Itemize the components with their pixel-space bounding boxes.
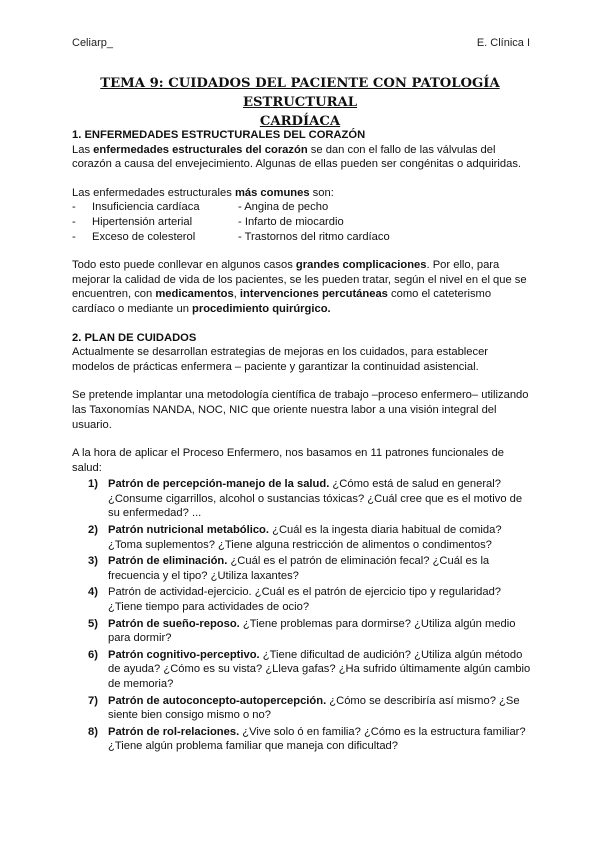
- pattern-text: ¿Cómo se describiría así mismo? ¿Se siente bien consigo mismo o no?: [108, 694, 520, 722]
- list-number: 4): [88, 586, 98, 599]
- bold-run: grandes complicaciones: [295, 259, 427, 272]
- pattern-name: Patrón de autoconcepto-autopercepción.: [108, 694, 327, 707]
- section-1-paragraph-2: [72, 186, 532, 201]
- pattern-name: Patrón de rol-relaciones.: [108, 725, 240, 738]
- text-run: Las: [72, 143, 94, 156]
- bold-run: medicamentos: [155, 288, 234, 301]
- pattern-text: ¿Cuál es la ingesta diaria habitual de comida? ¿Toma suplementos? ¿Tiene alguna restricción de alimentos o condimentos?: [108, 524, 502, 551]
- list-item: [72, 554, 532, 583]
- page-title: [60, 74, 540, 131]
- list-dash: -: [72, 215, 76, 228]
- text-run: Todo esto puede conllevar en algunos casos: [72, 259, 296, 272]
- list-item: [72, 523, 532, 552]
- list-number: 7): [88, 694, 98, 707]
- text-run: ,: [233, 288, 240, 301]
- list-item-left: Hipertensión arterial: [92, 215, 193, 228]
- list-number: 2): [88, 524, 98, 537]
- list-item: [72, 648, 532, 692]
- bold-run: enfermedades estructurales del corazón: [93, 143, 308, 156]
- list-number: 8): [88, 725, 98, 738]
- bold-run: procedimiento quirúrgico.: [192, 302, 331, 315]
- text-run: se dan con el fallo de las válvulas del corazón a causa del envejecimiento. Algunas de ellas pueden ser congénitas o adquiridas.: [72, 143, 522, 171]
- text-run: . Por ello, para mejorar la calidad de vida de los pacientes, se les pueden tratar, según el nivel en el que se encuentren, con: [72, 259, 527, 301]
- list-item: [72, 477, 532, 521]
- pattern-text: ¿Vive solo ó en familia? ¿Cómo es la estructura familiar? ¿Tiene algún problema familiar que maneja con dificultad?: [108, 725, 526, 753]
- list-item: [72, 694, 532, 723]
- disease-list: [72, 200, 532, 244]
- section-2-paragraph-2: Se pretende implantar una metodología científica de trabajo –proceso enfermero– utilizando las Taxonomías NANDA, NOC, NIC que oriente nuestra labor a una visión integral del usuario.: [72, 389, 529, 431]
- list-dash: -: [72, 201, 76, 214]
- pattern-name: Patrón de eliminación.: [108, 555, 228, 568]
- pattern-text: ¿Tiene problemas para dormirse? ¿Utiliza algún medio para dormir?: [108, 617, 516, 645]
- list-item: [72, 617, 532, 646]
- list-number: 3): [88, 555, 98, 568]
- section-2-heading: 2. PLAN DE CUIDADOS: [72, 331, 197, 344]
- functional-patterns-list: [72, 477, 532, 754]
- bold-run: más comunes: [234, 186, 310, 199]
- title-line-1: TEMA 9: CUIDADOS DEL PACIENTE CON PATOLOGÍA ESTRUCTURAL: [100, 76, 500, 110]
- list-dash: -: [72, 230, 76, 243]
- text-run: Las enfermedades estructurales: [72, 186, 235, 199]
- list-number: 5): [88, 617, 98, 630]
- list-item-right: - Angina de pecho: [238, 201, 329, 214]
- section-2-paragraph-1: Actualmente se desarrollan estrategias de mejoras en los cuidados, para establecer modelos de prácticas enfermera – paciente y garantizar la continuidad asistencial.: [72, 346, 489, 373]
- pattern-text: ¿Cómo está de salud en general? ¿Consume cigarrillos, alcohol o sustancias tóxicas? ¿Cuál cree que es el motivo de su enfermedad? ...: [108, 478, 523, 520]
- pattern-name: Patrón de sueño-reposo.: [108, 617, 240, 630]
- title-line-2: CARDÍACA: [259, 114, 341, 129]
- pattern-text: ¿Cuál es el patrón de eliminación fecal? ¿Cuál es la frecuencia y el tipo? ¿Utiliza laxantes?: [108, 555, 490, 582]
- list-number: 6): [88, 648, 98, 661]
- section-1-paragraph-1: [72, 143, 532, 172]
- pattern-text: Patrón de actividad-ejercicio. ¿Cuál es el patrón de ejercicio tipo y regularidad? ¿Tiene tiempo para actividades de ocio?: [108, 586, 502, 614]
- list-item: [72, 725, 532, 754]
- text-run: son:: [309, 186, 334, 199]
- list-item-left: Exceso de colesterol: [92, 230, 196, 243]
- list-item-right: - Infarto de miocardio: [238, 215, 344, 228]
- pattern-name: Patrón de percepción-manejo de la salud.: [108, 478, 330, 491]
- bold-run: intervenciones percutáneas: [239, 288, 388, 301]
- list-item-right: - Trastornos del ritmo cardíaco: [238, 230, 390, 243]
- section-1-paragraph-3: [72, 258, 532, 316]
- section-2-paragraph-3: A la hora de aplicar el Proceso Enfermero, nos basamos en 11 patrones funcionales de salud:: [72, 447, 505, 474]
- pattern-text: ¿Tiene dificultad de audición? ¿Utiliza algún método de ayuda? ¿Cómo es su vista? ¿Lleva gafas? ¿Ha sufrido últimamente algún cambio de memoria?: [108, 648, 531, 690]
- document-body: [72, 128, 532, 756]
- text-run: como el cateterismo cardíaco o mediante un: [72, 288, 492, 315]
- pattern-name: Patrón nutricional metabólico.: [108, 524, 269, 537]
- list-number: 1): [88, 478, 98, 491]
- list-item: [72, 585, 532, 614]
- header-subject: E. Clínica I: [476, 37, 530, 49]
- section-1-heading: 1. ENFERMEDADES ESTRUCTURALES DEL CORAZÓN: [72, 129, 366, 141]
- pattern-name: Patrón cognitivo-perceptivo.: [108, 648, 260, 661]
- list-item-left: Insuficiencia cardíaca: [92, 201, 200, 214]
- header-author: Celiarp_: [72, 37, 113, 49]
